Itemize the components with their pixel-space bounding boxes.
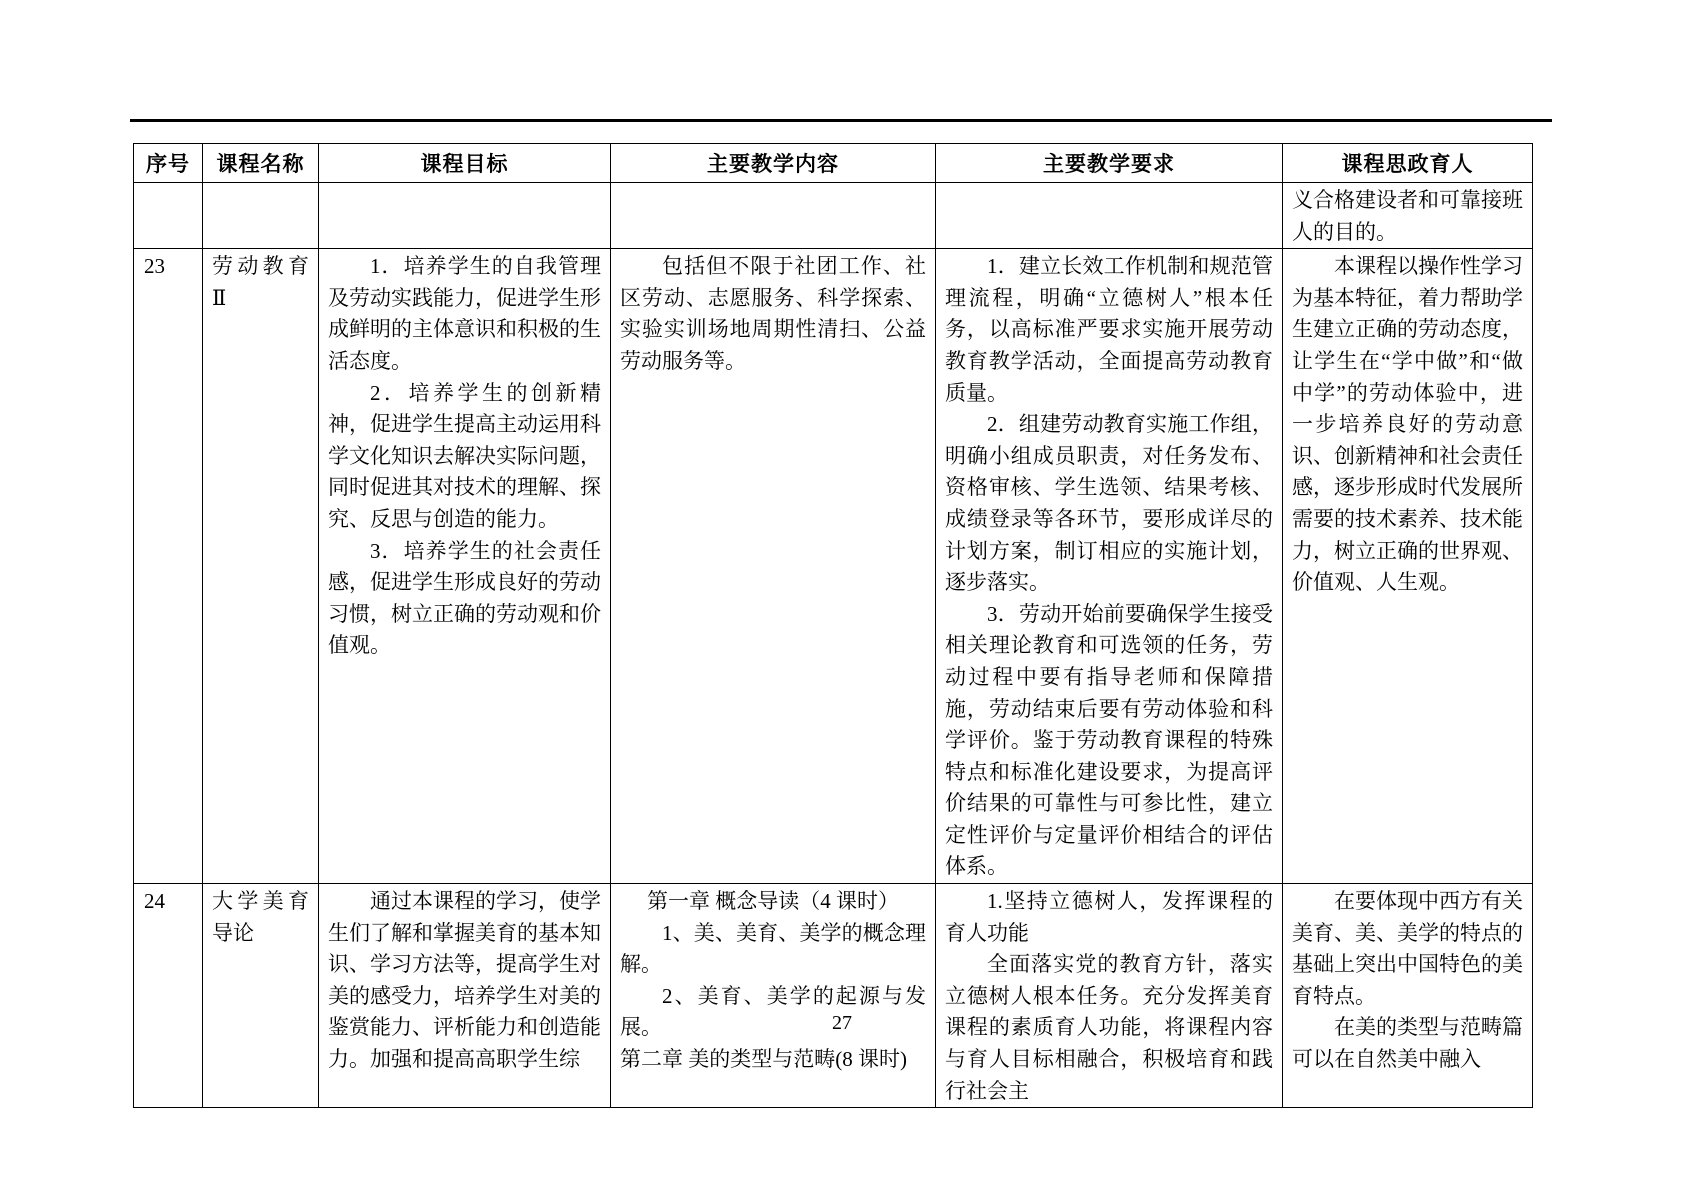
cell-cont-serial xyxy=(134,183,203,249)
cell-row24-ideology xyxy=(1283,884,1533,1108)
header-ideology-education: 课程思政育人 xyxy=(1283,144,1533,183)
course-row-24 xyxy=(134,884,1533,1108)
continuation-row xyxy=(134,183,1533,249)
serial-number: 24 xyxy=(144,889,165,914)
header-course-objectives: 课程目标 xyxy=(319,144,611,183)
course-name: 大学美育导论 xyxy=(212,889,309,945)
cell-row24-serial xyxy=(134,884,203,1108)
cell-row23-content xyxy=(611,249,936,884)
course-row-23 xyxy=(134,249,1533,884)
page-number: 27 xyxy=(832,1012,852,1034)
paragraph: 1．培养学生的自我管理及劳动实践能力，促进学生形成鲜明的主体意识和积极的生活态度。 xyxy=(328,254,601,373)
cell-cont-ideology xyxy=(1283,183,1533,249)
paragraph: 义合格建设者和可靠接班人的目的。 xyxy=(1292,188,1523,244)
paragraph: 2、美育、美学的起源与发展。 xyxy=(620,983,926,1040)
cell-cont-content xyxy=(611,183,936,249)
paragraph: 在美的类型与范畴篇可以在自然美中融入 xyxy=(1292,1015,1523,1072)
paragraph: 1、美、美育、美学的概念理解。 xyxy=(620,920,926,977)
cell-row23-requirements xyxy=(936,249,1283,884)
cell-row23-serial xyxy=(134,249,203,884)
cell-row24-objectives xyxy=(319,884,611,1108)
cell-row23-ideology xyxy=(1283,249,1533,884)
serial-number: 23 xyxy=(144,254,165,279)
cell-row23-name xyxy=(203,249,319,884)
paragraph: 3．培养学生的社会责任感，促进学生形成良好的劳动习惯，树立正确的劳动观和价值观。 xyxy=(328,538,601,658)
cell-row24-name xyxy=(203,884,319,1108)
header-teaching-requirements: 主要教学要求 xyxy=(936,144,1283,183)
cell-cont-requirements xyxy=(936,183,1283,249)
header-teaching-content: 主要教学内容 xyxy=(611,144,936,183)
paragraph: 全面落实党的教育方针，落实立德树人根本任务。充分发挥美育课程的素质育人功能，将课程内容与育人目标相融合，积极培育和践行社会主 xyxy=(945,952,1273,1103)
paragraph: 3．劳动开始前要确保学生接受相关理论教育和可选领的任务，劳动过程中要有指导老师和保障措施，劳动结束后要有劳动体验和科学评价。鉴于劳动教育课程的特殊特点和标准化建设要求，为提高评价结果的可靠性与可参比性，建立定性评价与定量评价相结合的评估体系。 xyxy=(945,601,1273,879)
paragraph: 通过本课程的学习，使学生们了解和掌握美育的基本知识、学习方法等，提高学生对美的感受力，培养学生对美的鉴赏能力、评析能力和创造能力。加强和提高高职学生综 xyxy=(328,889,601,1072)
course-table xyxy=(133,143,1533,1108)
cell-row24-requirements xyxy=(936,884,1283,1108)
cell-cont-name xyxy=(203,183,319,249)
cell-cont-objectives xyxy=(319,183,611,249)
paragraph: 本课程以操作性学习为基本特征，着力帮助学生建立正确的劳动态度，让学生在“学中做”和“做中学”的劳动体验中，进一步培养良好的劳动意识、创新精神和社会责任感，逐步形成时代发展所需要的技术素养、技术能力，树立正确的世界观、价值观、人生观。 xyxy=(1292,254,1523,595)
header-serial-number: 序号 xyxy=(134,144,203,183)
paragraph: 2．组建劳动教育实施工作组，明确小组成员职责，对任务发布、资格审核、学生选领、结果考核、成绩登录等各环节，要形成详尽的计划方案，制订相应的实施计划，逐步落实。 xyxy=(945,412,1273,595)
paragraph: 在要体现中西方有关美育、美、美学的特点的基础上突出中国特色的美育特点。 xyxy=(1292,889,1523,1008)
paragraph: 2．培养学生的创新精神，促进学生提高主动运用科学文化知识去解决实际问题，同时促进其对技术的理解、探究、反思与创造的能力。 xyxy=(328,380,601,531)
cell-row24-content xyxy=(611,884,936,1108)
paragraph: 包括但不限于社团工作、社区劳动、志愿服务、科学探索、实验实训场地周期性清扫、公益劳动服务等。 xyxy=(620,254,926,373)
paragraph: 1．建立长效工作机制和规范管理流程，明确“立德树人”根本任务，以高标准严要求实施开展劳动教育教学活动，全面提高劳动教育质量。 xyxy=(945,254,1273,405)
table-header-row xyxy=(134,144,1533,183)
chapter-heading: 第一章 概念导读（4 课时） xyxy=(647,889,899,914)
header-course-name: 课程名称 xyxy=(203,144,319,183)
paragraph: 1.坚持立德树人，发挥课程的育人功能 xyxy=(945,889,1273,945)
course-name: 劳动教育Ⅱ xyxy=(212,254,309,310)
chapter-heading: 第二章 美的类型与范畴(8 课时) xyxy=(620,1047,907,1072)
header-rule xyxy=(130,119,1552,122)
cell-row23-objectives xyxy=(319,249,611,884)
